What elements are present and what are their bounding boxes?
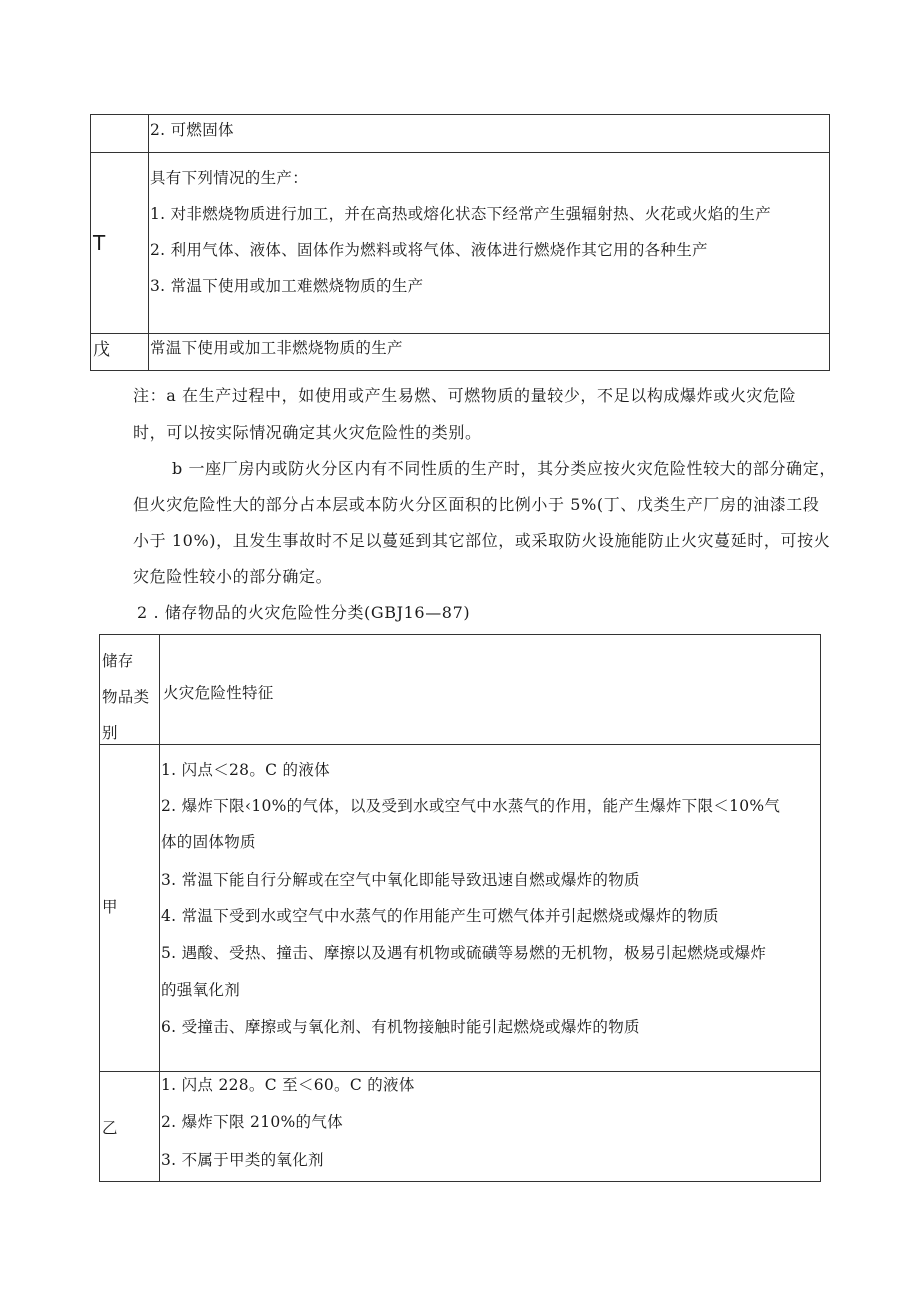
table-cell-item: 5. 遇酸、受热、撞击、摩擦以及遇有机物或硫磺等易燃的无机物，极易引起燃烧或爆炸 — [161, 944, 767, 962]
table-cell-item: 体的固体物质 — [161, 833, 256, 851]
table-rule — [90, 152, 830, 153]
table-rule — [99, 1181, 821, 1182]
table-cell-item: 1. 闪点 228。C 至＜60。C 的液体 — [161, 1076, 415, 1094]
table-cell-item: 4. 常温下受到水或空气中水蒸气的作用能产生可燃气体并引起燃烧或爆炸的物质 — [161, 907, 719, 925]
note-a-line: 时，可以按实际情况确定其火灾危险性的类别。 — [133, 423, 482, 442]
table-cell-item: 2. 利用气体、液体、固体作为燃料或将气体、液体进行燃烧作其它用的各种生产 — [150, 241, 708, 259]
category-label-jia: 甲 — [102, 898, 118, 916]
table-cell-intro: 具有下列情况的生产： — [150, 169, 309, 187]
table-cell-item: 2. 爆炸下限‹10%的气体，以及受到水或空气中水蒸气的作用，能产生爆炸下限＜10%气 — [161, 797, 781, 815]
note-a-line: 注：a 在生产过程中，如使用或产生易燃、可燃物质的量较少，不足以构成爆炸或火灾危险 — [133, 386, 797, 405]
category-label-wu: 戊 — [93, 340, 111, 360]
header-category-line: 储存 — [102, 652, 134, 670]
table-cell-prev-item: 2. 可燃固体 — [150, 121, 234, 139]
table-cell-item: 3. 常温下能自行分解或在空气中氧化即能导致迅速自燃或爆炸的物质 — [161, 871, 640, 889]
table-rule — [820, 634, 821, 1182]
table-cell-item: 3. 常温下使用或加工难燃烧物质的生产 — [150, 277, 424, 295]
table-rule — [90, 333, 830, 334]
category-label-ding: T — [93, 231, 106, 255]
table-rule — [99, 634, 100, 1182]
table-rule — [99, 634, 821, 635]
table-rule — [148, 114, 149, 371]
table-rule — [99, 1071, 821, 1072]
table-rule — [90, 114, 830, 115]
table-cell-item: 1. 闪点＜28。C 的液体 — [161, 761, 330, 779]
table-cell-item: 6. 受撞击、摩擦或与氧化剂、有机物接触时能引起燃烧或爆炸的物质 — [161, 1018, 640, 1036]
table-rule — [90, 370, 830, 371]
table-rule — [829, 114, 830, 371]
note-b-line: b 一座厂房内或防火分区内有不同性质的生产时，其分类应按火灾危险性较大的部分确定， — [172, 459, 836, 478]
category-label-yi: 乙 — [102, 1119, 118, 1137]
header-category-line: 物品类 — [102, 688, 150, 706]
note-b-line: 小于 10%)，且发生事故时不足以蔓延到其它部位，或采取防火设施能防止火灾蔓延时，可按火 — [133, 531, 831, 550]
table-rule — [159, 634, 160, 1182]
table-cell-item: 2. 爆炸下限 210%的气体 — [161, 1113, 343, 1131]
section-heading: 2 . 储存物品的火灾危险性分类(GBJ16—87) — [137, 603, 471, 622]
table-cell-item: 的强氧化剂 — [161, 981, 241, 999]
table-rule — [99, 744, 821, 745]
table-cell-item: 3. 不属于甲类的氧化剂 — [161, 1151, 324, 1169]
header-characteristics: 火灾危险性特征 — [163, 684, 274, 702]
table-rule — [90, 114, 91, 371]
table-cell-wu: 常温下使用或加工非燃烧物质的生产 — [150, 339, 403, 357]
note-b-line: 但火灾危险性大的部分占本层或本防火分区面积的比例小于 5%(丁、戊类生产厂房的油漆工段 — [133, 495, 820, 514]
table-cell-item: 1. 对非燃烧物质进行加工，并在高热或熔化状态下经常产生强辐射热、火花或火焰的生产 — [150, 205, 772, 223]
header-category-line: 别 — [102, 724, 118, 742]
note-b-line: 灾危险性较小的部分确定。 — [133, 567, 333, 586]
